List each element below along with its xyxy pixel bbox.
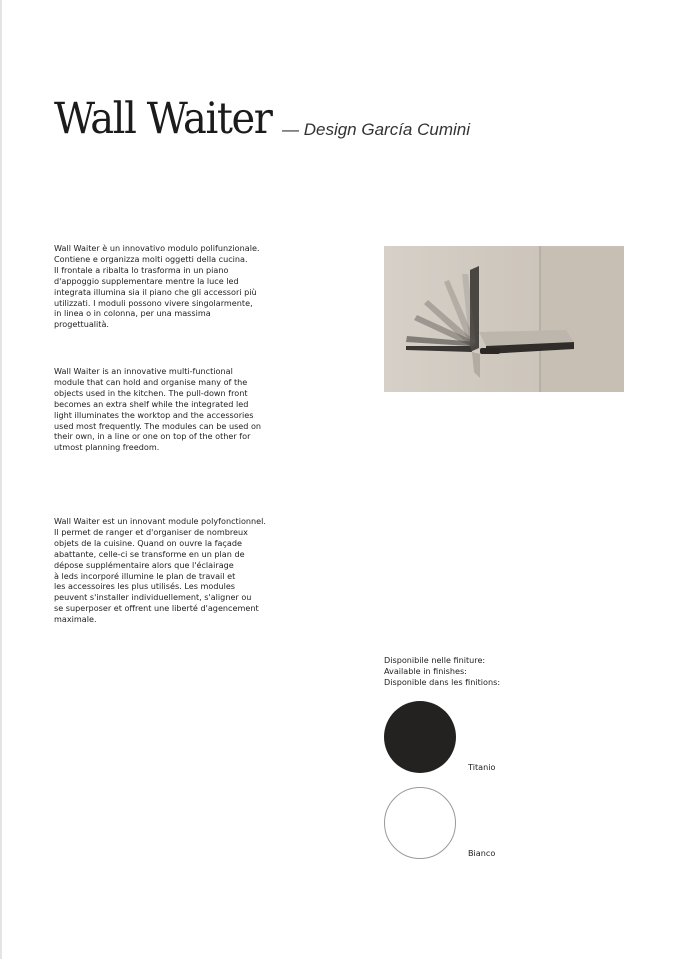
- description-french: Wall Waiter est un innovant module polyfonctionnel. Il permet de ranger et d'organiser de nombreux objets de la cuisine. Quand on ouvre la façade abattante, celle-ci se transforme en un plan de dépose supplémentaire alors que l'éclairage à leds incorporé illumine le plan de travail et les accessoires les plus utilisés. Les modules peuvent s'installer individuellement, s'aligner ou se superposer et offrent une liberté d'agencement maximale.: [54, 516, 266, 625]
- wall-waiter-illustration: [384, 246, 624, 392]
- finish-label-titanio: Titanio: [468, 762, 496, 772]
- page-subtitle: — Design García Cumini: [282, 120, 471, 139]
- description-english: Wall Waiter is an innovative multi-functional module that can hold and organise many of the objects used in the kitchen. The pull-down front becomes an extra shelf while the integrated led light illuminates the worktop and the accessories used most frequently. The modules can be used on their own, in a line or one on top of the other for utmost planning freedom.: [54, 366, 262, 453]
- header: [54, 94, 288, 144]
- finish-swatch-titanio: [384, 701, 456, 773]
- finish-swatch-bianco: [384, 787, 456, 859]
- page-title: Wall Waiter: [54, 94, 272, 144]
- finishes-heading: Disponibile nelle finiture: Available in finishes: Disponible dans les finitions:: [384, 655, 501, 688]
- product-photo: [384, 246, 624, 392]
- finish-label-bianco: Bianco: [468, 848, 496, 858]
- page-edge: [0, 0, 2, 959]
- description-italian: Wall Waiter è un innovativo modulo polifunzionale. Contiene e organizza molti oggetti della cucina. Il frontale a ribalta lo trasforma in un piano d'appoggio supplementare mentre la luce led integrata illumina sia il piano che gli accessori più utilizzati. I moduli possono vivere singolarmente, in linea o in colonna, per una massima progettualità.: [54, 243, 260, 330]
